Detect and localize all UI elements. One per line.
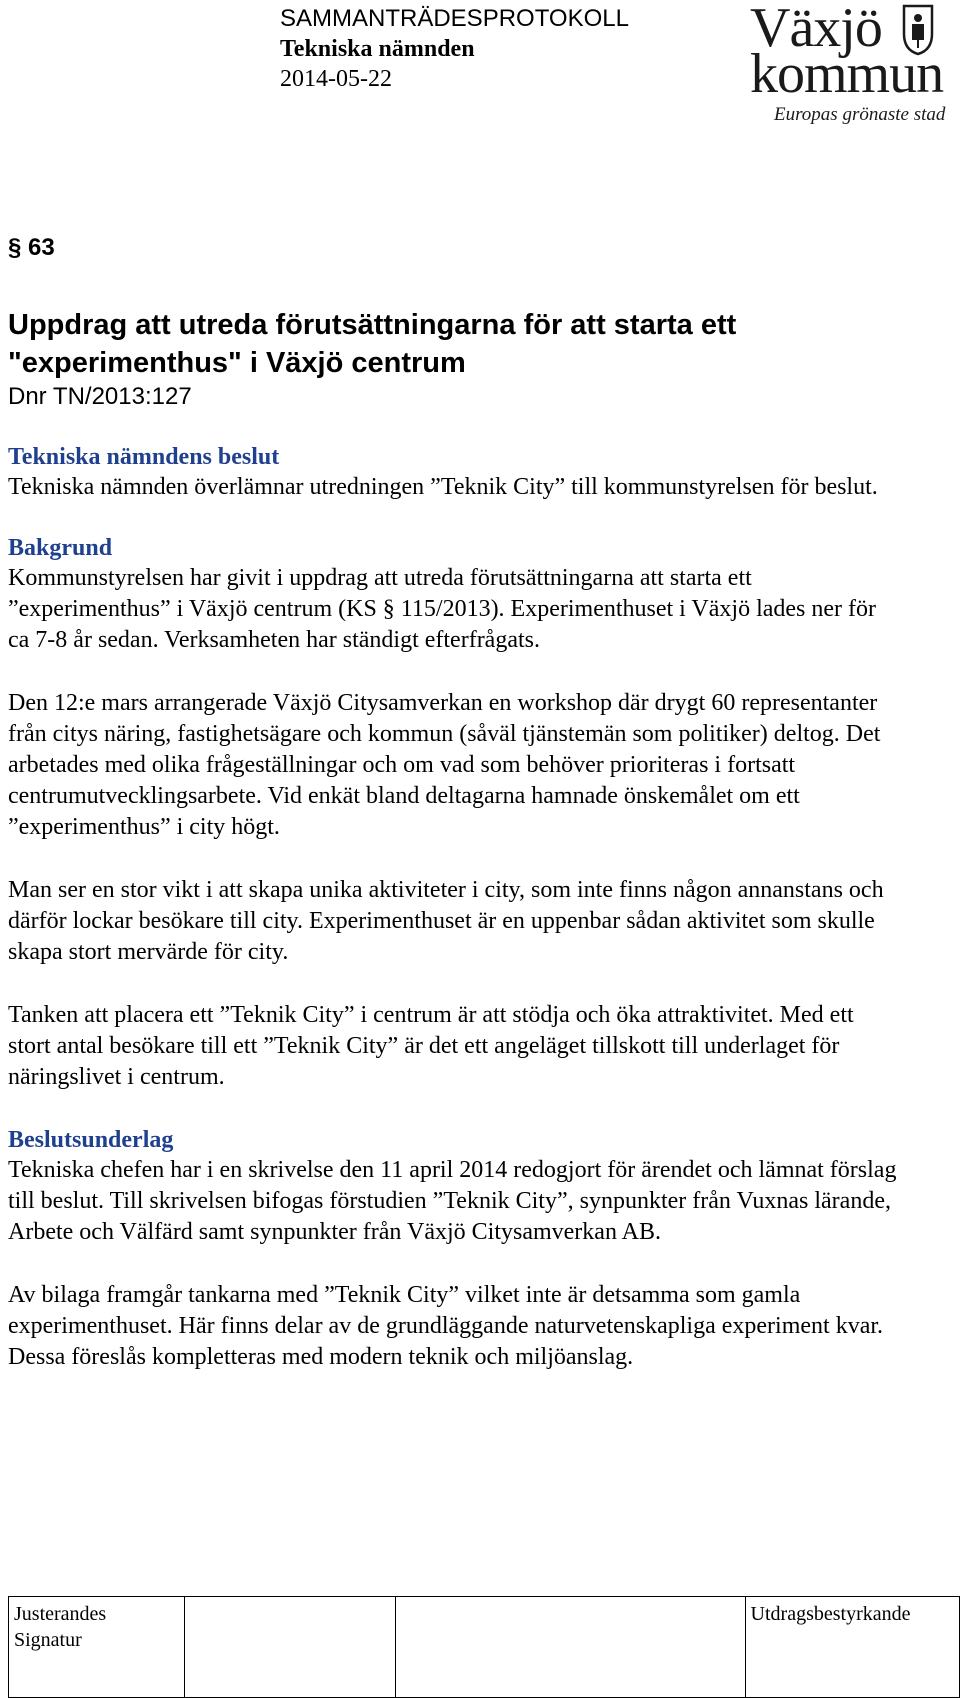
document-type: SAMMANTRÄDESPROTOKOLL: [280, 5, 629, 32]
utdragsbestyrkande-label: Utdragsbestyrkande: [750, 1603, 911, 1625]
background-paragraph-1: Kommunstyrelsen har givit i uppdrag att utreda förutsättningarna att starta ett ”experimenthus” i Växjö centrum (KS § 115/2013). Experimenthuset i Växjö lades ner för ca 7-8 år sedan. Verksamheten har ständigt efterfrågats.: [8, 565, 877, 653]
vaxjo-kommun-logo: [748, 0, 960, 130]
document-header: [280, 4, 720, 94]
background-heading: Bakgrund: [8, 535, 113, 561]
background-paragraph-2: Den 12:e mars arrangerade Växjö Citysamverkan en workshop där drygt 60 representanter från citys näring, fastighetsägare och kommun (såväl tjänstemän som politiker) deltog. Det arbetades med olika frågeställningar och om vad som behöver prioriteras i fortsatt centrumutvecklingsarbete. Vid enkät bland deltagarna hamnade önskemålet om ett ”experimenthus” i city högt.: [8, 690, 881, 840]
basis-paragraph-2: Av bilaga framgår tankarna med ”Teknik City” vilket inte är detsamma som gamla experimenthuset. Här finns delar av de grundläggande naturvetenskapliga experiment kvar. Dessa föreslås kompletteras med modern teknik och miljöanslag.: [8, 1282, 884, 1370]
section-number: § 63: [8, 234, 55, 261]
coat-of-arms-icon: [900, 4, 936, 56]
case-number: Dnr TN/2013:127: [8, 383, 192, 410]
logo-tagline: Europas grönaste stad: [774, 104, 946, 125]
protocol-section: [8, 226, 898, 1373]
background-paragraph-3: Man ser en stor vikt i att skapa unika aktiviteter i city, som inte finns någon annanstans och därför lockar besökare till city. Experimenthuset är en uppenbar sådan aktivitet som skulle skapa stort mervärde för city.: [8, 877, 884, 965]
background-paragraph-4: Tanken att placera ett ”Teknik City” i centrum är att stödja och öka attraktivitet. Med ett stort antal besökare till ett ”Teknik City” är det ett angeläget tillskott till underlaget för näringslivet i centrum.: [8, 1002, 854, 1090]
board-name: Tekniska nämnden: [280, 36, 475, 62]
basis-paragraph-1: Tekniska chefen har i en skrivelse den 11 april 2014 redogjort för ärendet och lämnat förslag till beslut. Till skrivelsen bifogas förstudien ”Teknik City”, synpunkter från Vuxnas lärande, Arbete och Välfärd samt synpunkter från Växjö Citysamverkan AB.: [8, 1157, 897, 1245]
justerandes-label: Justerandes: [14, 1603, 107, 1625]
basis-heading: Beslutsunderlag: [8, 1127, 174, 1153]
logo-line-2: kommun: [750, 43, 944, 105]
signature-field-2: [395, 1597, 745, 1698]
decision-text: Tekniska nämnden överlämnar utredningen ”Teknik City” till kommunstyrelsen för beslut.: [8, 474, 878, 500]
signature-field-1: [184, 1597, 395, 1698]
utdragsbestyrkande-cell: [745, 1597, 959, 1698]
signature-table: [8, 1596, 960, 1698]
logo-line-1: Växjö: [750, 0, 882, 59]
signatur-label: Signatur: [14, 1629, 82, 1651]
justerandes-signatur-cell: [9, 1597, 185, 1698]
meeting-date: 2014-05-22: [280, 66, 392, 92]
decision-heading: Tekniska nämndens beslut: [8, 444, 280, 470]
section-title: Uppdrag att utreda förutsättningarna för att starta ett "experimenthus" i Växjö centrum: [8, 309, 737, 379]
